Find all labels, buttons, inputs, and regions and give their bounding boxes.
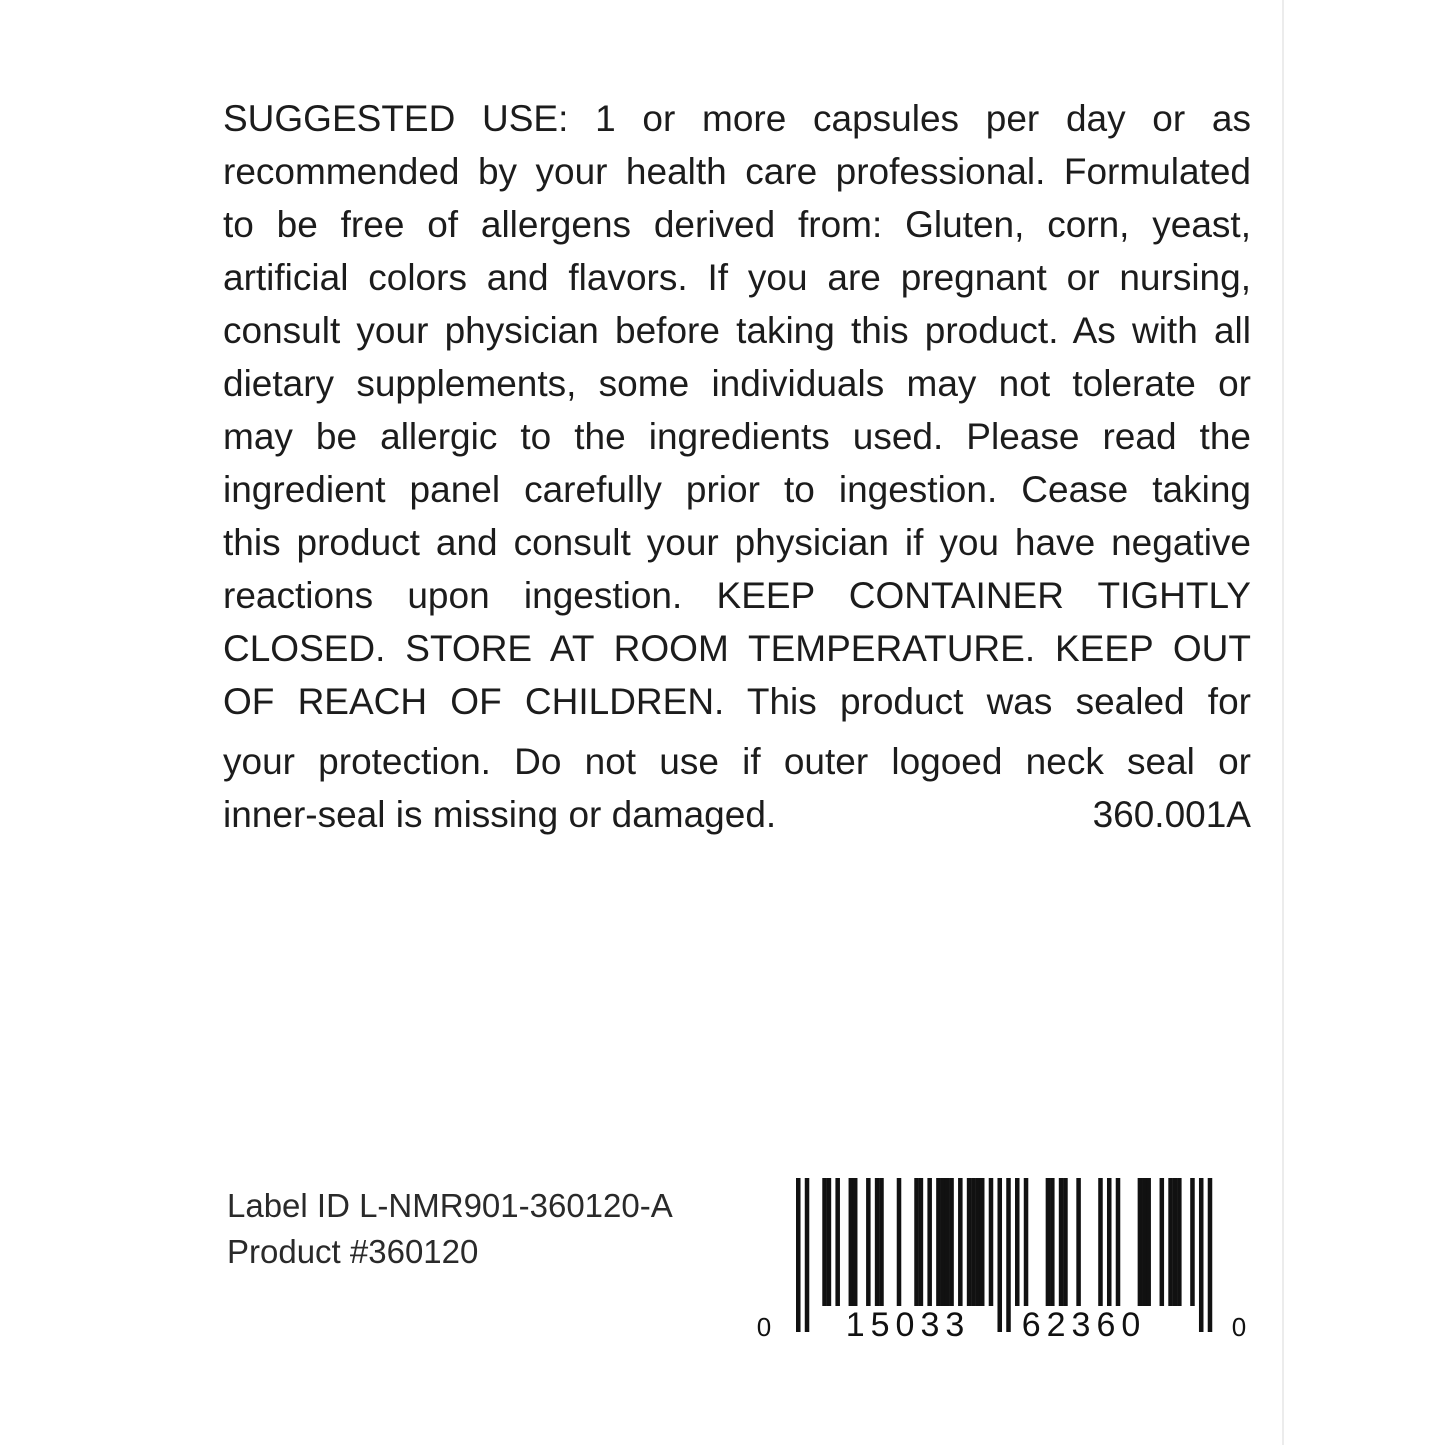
barcode-bar (1116, 1178, 1121, 1306)
text-line: CLOSED. STORE AT ROOM TEMPERATURE. KEEP OUT (223, 628, 1251, 669)
text-line: OF REACH OF CHILDREN. This product was sealed for (223, 681, 1251, 722)
barcode-check-digit: 0 (1231, 1312, 1247, 1342)
text-line: this product and consult your physician if you have negative (223, 522, 1251, 563)
barcode-bar (971, 1178, 976, 1306)
text-line: ingredient panel carefully prior to ingestion. Cease taking (223, 469, 1251, 510)
barcode-bar (1076, 1178, 1081, 1306)
text-line: reactions upon ingestion. KEEP CONTAINER TIGHTLY (223, 575, 1251, 616)
barcode-bar (1006, 1178, 1011, 1332)
barcode-bar (1050, 1178, 1055, 1306)
text-line: dietary supplements, some individuals may not tolerate or (223, 363, 1251, 404)
barcode-bar (949, 1178, 954, 1306)
barcode-bar (866, 1178, 871, 1306)
barcode-bar (897, 1178, 902, 1306)
text-line: artificial colors and flavors. If you are pregnant or nursing, (223, 257, 1251, 298)
label-code: 360.001A (1092, 794, 1251, 835)
text-line-final (223, 788, 1251, 841)
barcode-bar (827, 1178, 832, 1306)
barcode-bar (1146, 1178, 1151, 1306)
barcode-bar (1107, 1178, 1112, 1306)
barcode-bar (914, 1178, 919, 1306)
text-line: your protection. Do not use if outer logoed neck seal or (223, 741, 1251, 782)
barcode-bar (796, 1178, 801, 1332)
upc-barcode (752, 1176, 1252, 1346)
barcode-bar (989, 1178, 994, 1306)
barcode-bar (1059, 1178, 1064, 1306)
barcode-bar (976, 1178, 981, 1306)
text-line: recommended by your health care professional. Formulated (223, 151, 1251, 192)
label-identifiers (227, 1183, 673, 1275)
label-edge (1282, 0, 1284, 1445)
barcode-bar (875, 1178, 880, 1306)
barcode-bar (1024, 1178, 1029, 1306)
barcode-bar (849, 1178, 854, 1306)
barcode-bar (1168, 1178, 1173, 1306)
barcode-bar (822, 1178, 827, 1306)
barcode-graphic (752, 1176, 1252, 1346)
barcode-bar (1173, 1178, 1178, 1306)
barcode-bar (936, 1178, 941, 1306)
barcode-bar (835, 1178, 840, 1306)
barcode-bar (945, 1178, 950, 1306)
barcode-bar (919, 1178, 924, 1306)
barcode-bar (997, 1178, 1002, 1332)
barcode-bar (1199, 1178, 1204, 1332)
barcode-lead-digit: 0 (756, 1312, 772, 1342)
text-line: SUGGESTED USE: 1 or more capsules per day or as (223, 98, 1251, 139)
barcode-bar (967, 1178, 972, 1306)
barcode-bar (1015, 1178, 1020, 1306)
barcode-bar (927, 1178, 932, 1306)
barcode-bar (958, 1178, 963, 1306)
barcode-bar (1177, 1178, 1182, 1306)
text-line: consult your physician before taking this product. As with all (223, 310, 1251, 351)
barcode-bar (1160, 1178, 1165, 1306)
barcode-bar (980, 1178, 985, 1306)
barcode-bar (853, 1178, 858, 1306)
barcode-bar (1063, 1178, 1068, 1306)
barcode-bar (805, 1178, 810, 1332)
barcode-left-digits: 15033 (845, 1306, 971, 1344)
label-id: Label ID L-NMR901-360120-A (227, 1187, 673, 1224)
barcode-right-digits: 62360 (1021, 1306, 1147, 1344)
barcode-bar (1190, 1178, 1195, 1306)
barcode-bar (941, 1178, 946, 1306)
barcode-bar (1142, 1178, 1147, 1306)
barcode-bar (879, 1178, 884, 1306)
barcode-bar (1046, 1178, 1051, 1306)
text-line: to be free of allergens derived from: Gluten, corn, yeast, (223, 204, 1251, 245)
final-sentence: inner-seal is missing or damaged. (223, 794, 777, 835)
text-line: may be allergic to the ingredients used. Please read the (223, 416, 1251, 457)
directions-text (223, 92, 1251, 841)
barcode-bar (1098, 1178, 1103, 1306)
barcode-bar (1208, 1178, 1213, 1332)
product-number: Product #360120 (227, 1233, 479, 1270)
barcode-bar (1138, 1178, 1143, 1306)
